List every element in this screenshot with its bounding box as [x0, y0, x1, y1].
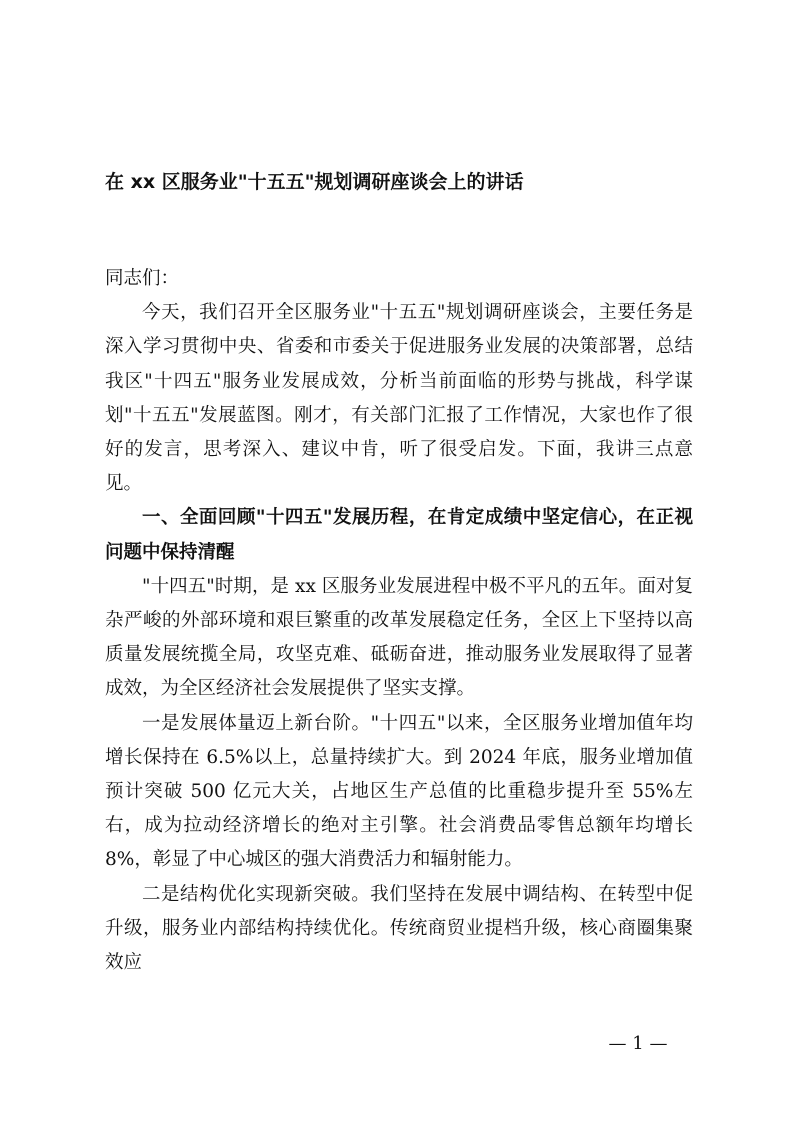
section-heading-1: 一、全面回顾"十四五"发展历程，在肯定成绩中坚定信心，在正视问题中保持清醒	[105, 507, 693, 563]
paragraph-point-1: 一是发展体量迈上新台阶。"十四五"以来，全区服务业增加值年均增长保持在 6.5%以上，总量持续扩大。到 2024 年底，服务业增加值预计突破 500 亿元大关，占地区生产总值的比重稳步提升至 55%左右，成为拉动经济增长的绝对主引擎。社会消费品零售总额年均增长 8%，彰显了中心城区的强大消费活力和辐射能力。	[105, 712, 693, 871]
document-body	[105, 262, 693, 980]
salutation: 同志们：	[105, 268, 180, 289]
document-title: 在 xx 区服务业"十五五"规划调研座谈会上的讲话	[105, 171, 524, 193]
paragraph-point-2: 二是结构优化实现新突破。我们坚持在发展中调结构、在转型中促升级，服务业内部结构持续优化。传统商贸业提档升级，核心商圈集聚效应	[105, 883, 693, 974]
page-number: — 1 —	[608, 1033, 668, 1054]
paragraph-opening: 今天，我们召开全区服务业"十五五"规划调研座谈会，主要任务是深入学习贯彻中央、省委和市委关于促进服务业发展的决策部署，总结我区"十四五"服务业发展成效，分析当前面临的形势与挑战，科学谋划"十五五"发展蓝图。刚才，有关部门汇报了工作情况，大家也作了很好的发言，思考深入、建议中肯，听了很受启发。下面，我讲三点意见。	[105, 302, 693, 495]
paragraph-review: "十四五"时期，是 xx 区服务业发展进程中极不平凡的五年。面对复杂严峻的外部环境和艰巨繁重的改革发展稳定任务，全区上下坚持以高质量发展统揽全局，攻坚克难、砥砺奋进，推动服务业发展取得了显著成效，为全区经济社会发展提供了坚实支撑。	[105, 575, 693, 700]
